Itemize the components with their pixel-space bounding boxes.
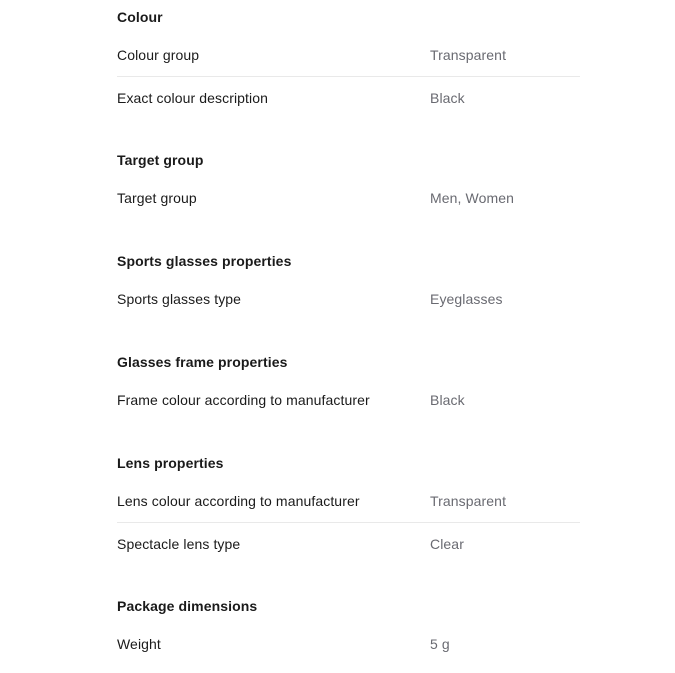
spec-row — [117, 177, 580, 219]
section-title: Target group — [117, 152, 204, 168]
spec-label: Colour group — [117, 47, 200, 63]
spec-label: Exact colour description — [117, 89, 269, 106]
section-title: Colour — [117, 9, 163, 25]
section-rows — [117, 480, 580, 564]
spec-row — [117, 76, 580, 118]
spec-label: Lens colour according to manufacturer — [117, 493, 360, 509]
spec-label: Frame colour according to manufacturer — [117, 392, 370, 408]
section-title: Package dimensions — [117, 598, 258, 614]
spec-label: Sports glasses type — [117, 291, 242, 307]
spec-value: Transparent — [430, 47, 507, 63]
spec-value: 5 g — [430, 636, 450, 652]
section-rows — [117, 177, 580, 219]
spec-label: Weight — [117, 636, 161, 652]
section-rows — [117, 34, 580, 118]
spec-value: Transparent — [430, 493, 507, 509]
spec-value: Eyeglasses — [430, 291, 503, 307]
spec-section — [117, 596, 580, 665]
spec-row — [117, 480, 580, 522]
section-title: Glasses frame properties — [117, 354, 288, 370]
spec-value: Men, Women — [430, 190, 514, 206]
section-title: Lens properties — [117, 455, 224, 471]
spec-row — [117, 623, 580, 665]
section-title: Sports glasses properties — [117, 253, 292, 269]
spec-row — [117, 379, 580, 421]
spec-section — [117, 251, 580, 320]
spec-value: Black — [430, 392, 465, 408]
spec-row — [117, 522, 580, 564]
spec-label: Spectacle lens type — [117, 535, 241, 552]
spec-label: Target group — [117, 190, 197, 206]
spec-row — [117, 34, 580, 76]
spec-section — [117, 7, 580, 118]
spec-row — [117, 278, 580, 320]
spec-section — [117, 352, 580, 421]
section-rows — [117, 623, 580, 665]
spec-value: Clear — [430, 535, 464, 552]
spec-section — [117, 453, 580, 564]
spec-section — [117, 150, 580, 219]
section-rows — [117, 278, 580, 320]
spec-value: Black — [430, 89, 465, 106]
section-rows — [117, 379, 580, 421]
